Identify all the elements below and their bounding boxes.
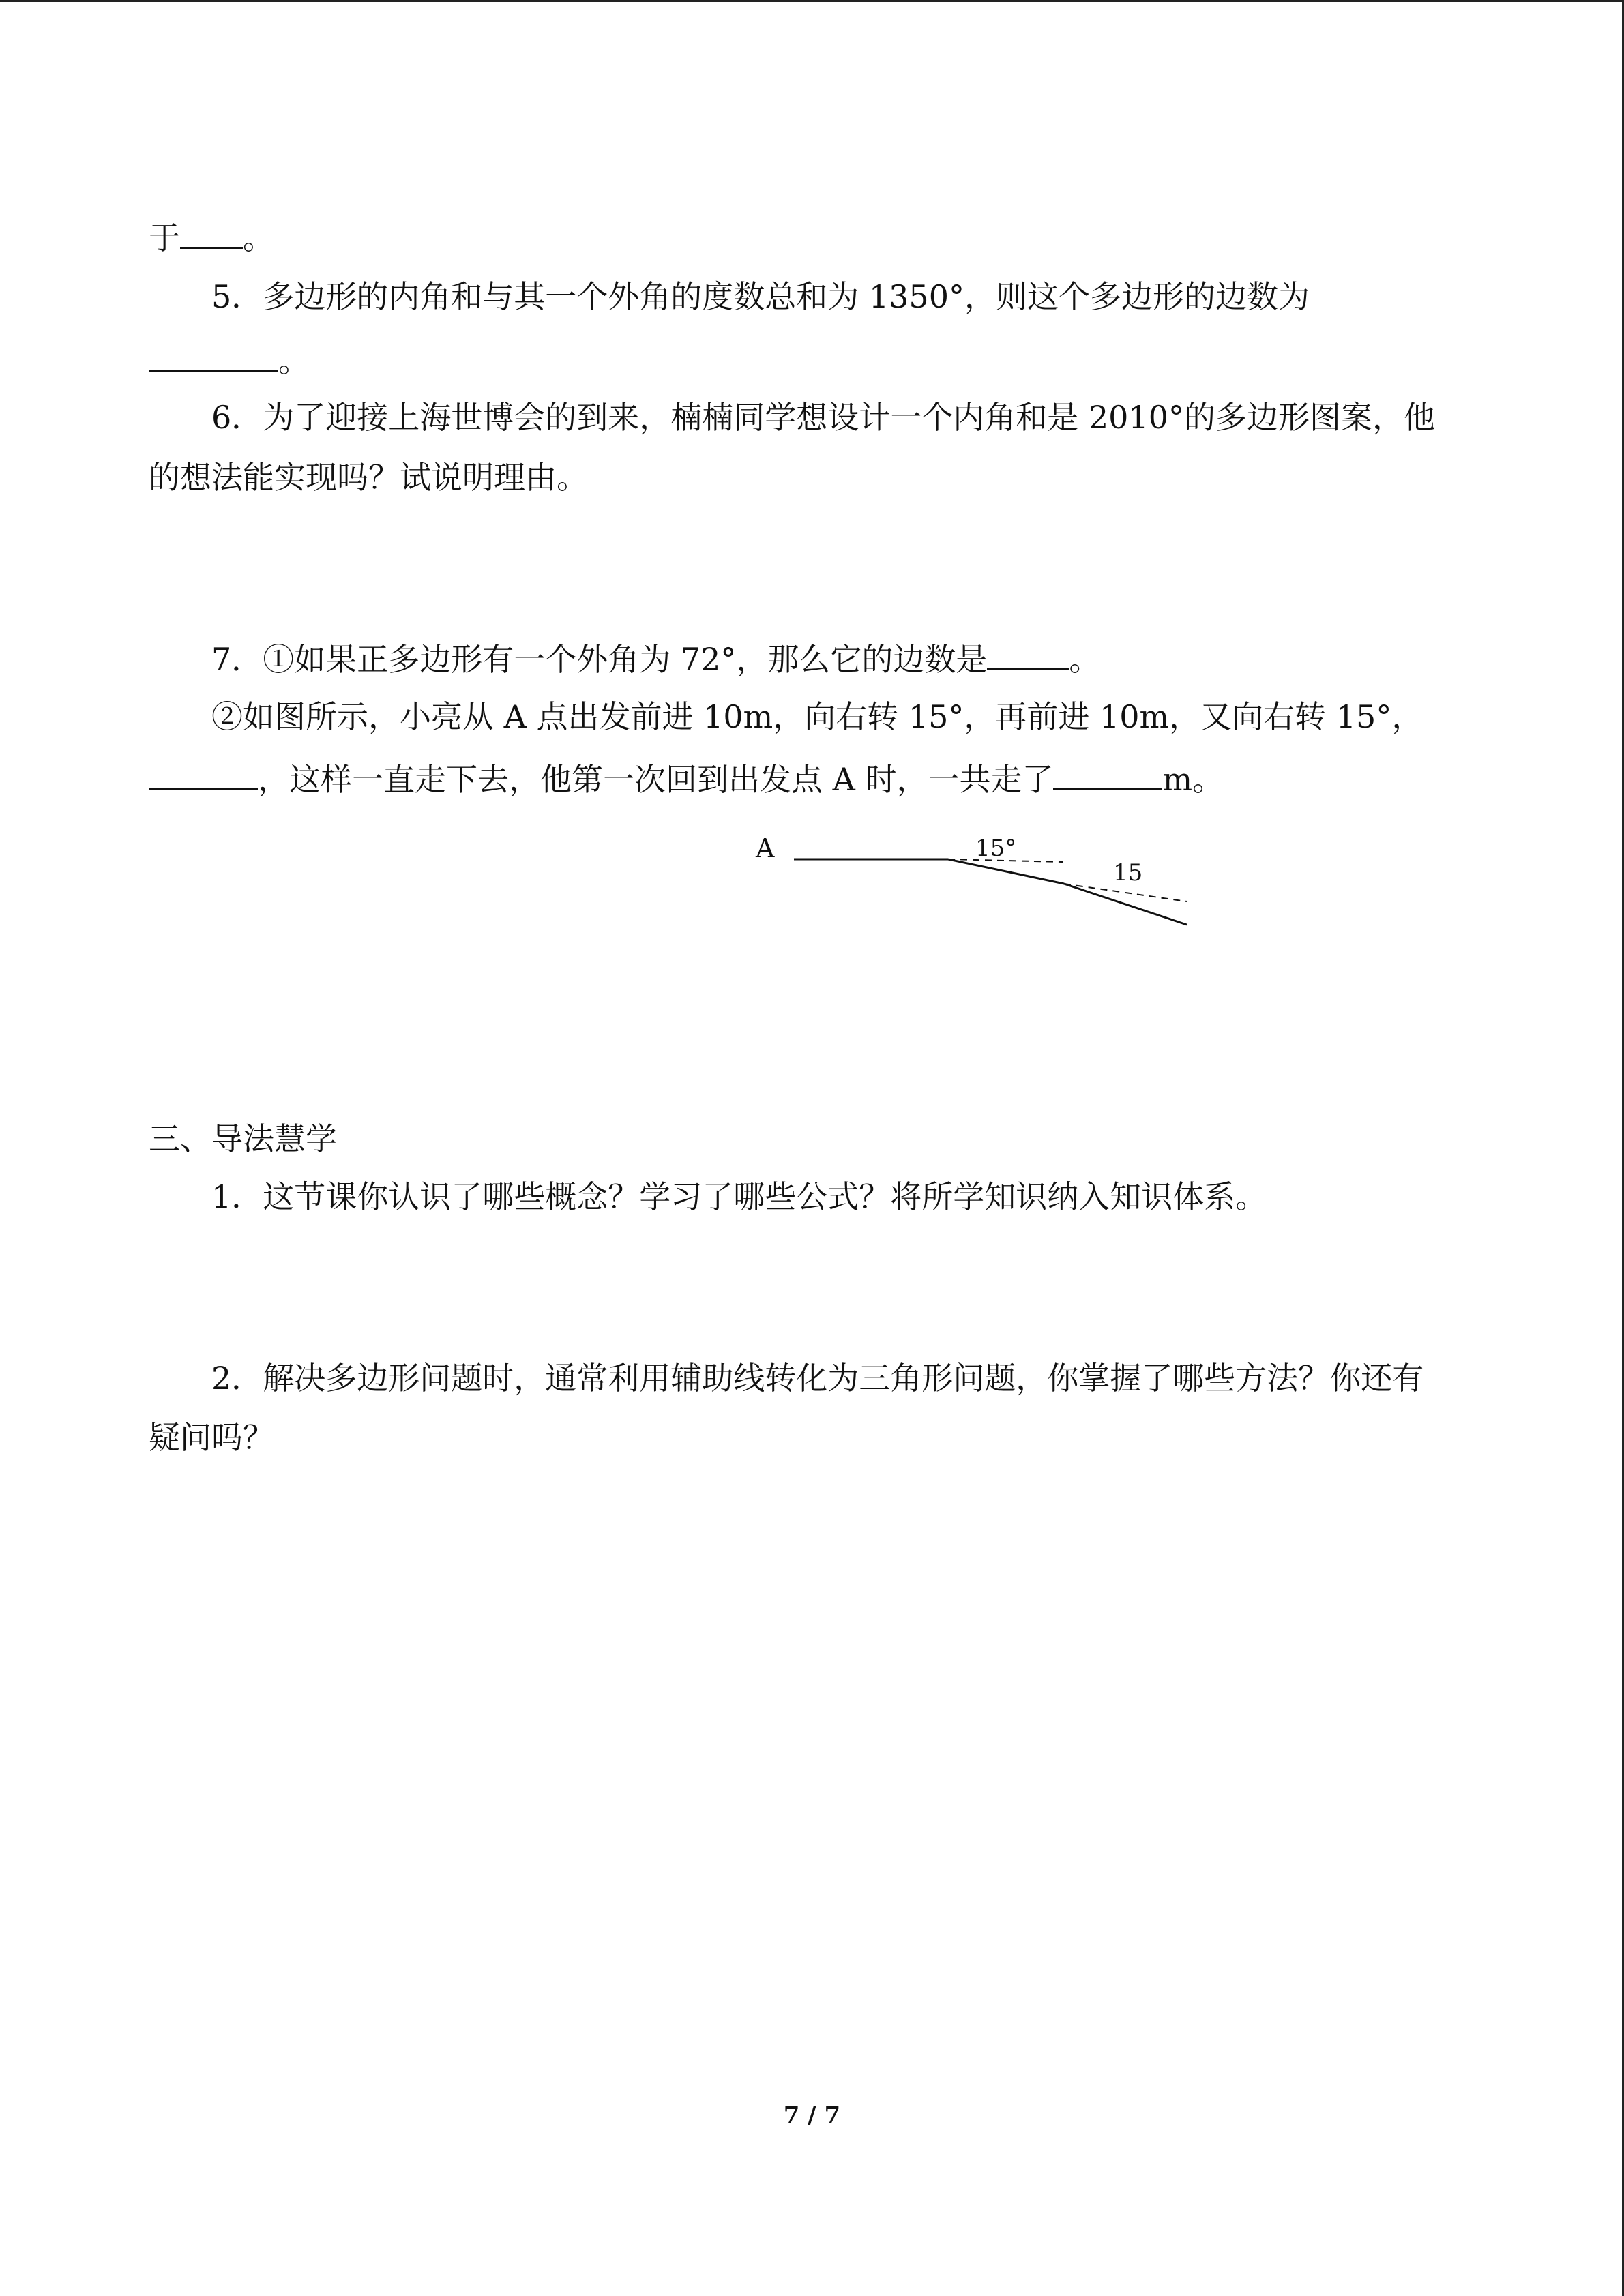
s3-q2-line-1: 2．解决多边形问题时，通常利用辅助线转化为三角形问题，你掌握了哪些方法？你还有 — [211, 1360, 1424, 1397]
q5-line-2 — [149, 338, 310, 379]
q7-part1-blank — [987, 637, 1069, 670]
q4-tail-punct: 。 — [243, 220, 274, 256]
segment-3 — [1064, 884, 1187, 925]
q4-tail-text: 于 — [149, 220, 180, 256]
q7-part1-line — [211, 637, 1100, 678]
q4-answer-blank — [180, 215, 243, 249]
segment-2 — [948, 859, 1064, 884]
q7-part1-text: 7．①如果正多边形有一个外角为 72°，那么它的边数是 — [211, 641, 988, 678]
q7-part2-text: ，这样一直走下去，他第一次回到出发点 A 时，一共走了 — [258, 761, 1054, 798]
q7-part2-line-2 — [149, 757, 1224, 798]
page-number: 7 / 7 — [783, 2102, 841, 2129]
section-3-title: 三、导法慧学 — [149, 1120, 337, 1157]
q6-line-2: 的想法能实现吗？试说明理由。 — [149, 459, 588, 496]
q7-part2-blank-1 — [149, 757, 258, 790]
q7-part2-blank-2 — [1053, 757, 1162, 790]
q7-part2-line-1: ②如图所示，小亮从 A 点出发前进 10m，向右转 15°，再前进 10m，又向右转 15°， — [211, 698, 1423, 735]
q6-line-1: 6．为了迎接上海世博会的到来，楠楠同学想设计一个内角和是 2010°的多边形图案，他 — [211, 399, 1435, 436]
angle-label-2: 15 — [1113, 859, 1143, 886]
q7-part2-unit: m。 — [1162, 761, 1224, 798]
q7-part1-punct: 。 — [1069, 641, 1101, 678]
point-a-label: A — [756, 833, 775, 863]
q5-answer-blank — [149, 338, 278, 372]
s3-q1-line: 1．这节课你认识了哪些概念？学习了哪些公式？将所学知识纳入知识体系。 — [211, 1178, 1267, 1215]
q4-tail-line — [149, 215, 274, 256]
angle-label-1: 15° — [975, 835, 1017, 862]
s3-q2-line-2: 疑问吗？ — [149, 1419, 274, 1456]
walking-path-figure — [743, 825, 1207, 937]
q5-line-1: 5．多边形的内角和与其一个外角的度数总和为 1350°，则这个多边形的边数为 — [211, 278, 1310, 315]
q5-tail-punct: 。 — [278, 342, 310, 379]
